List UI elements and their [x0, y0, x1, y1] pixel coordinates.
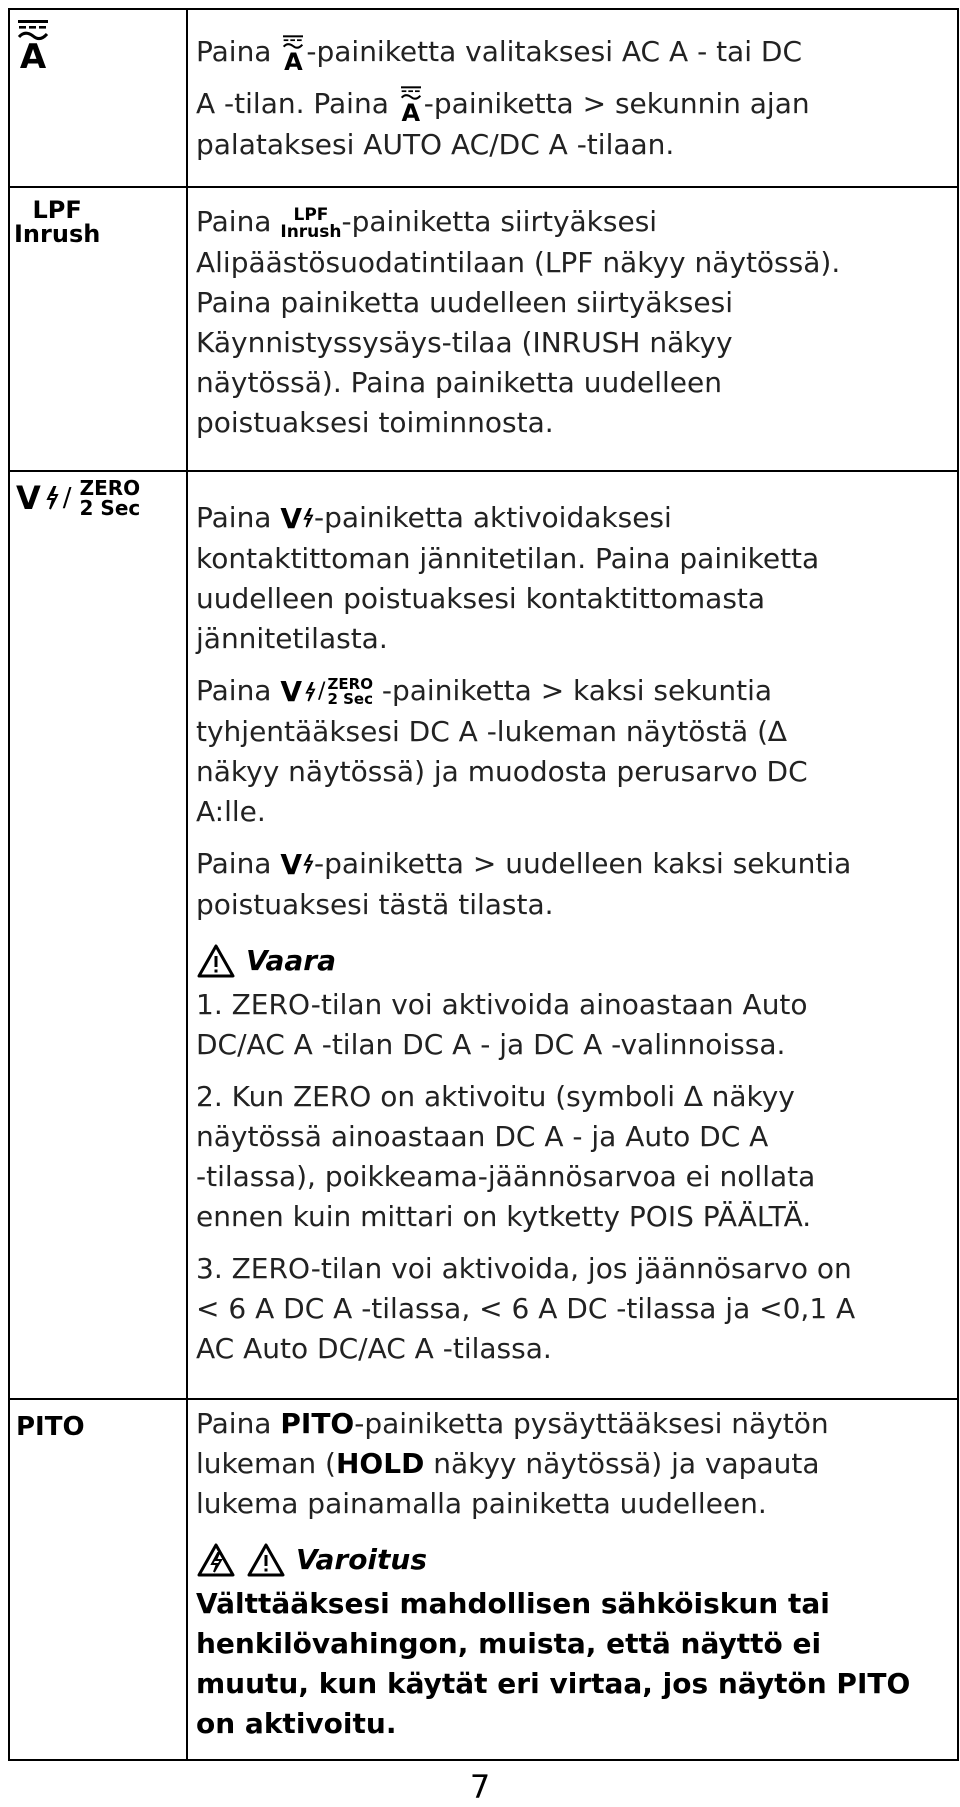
lpf-key-top: LPF: [32, 196, 82, 224]
acdc-line2-after: -painiketta > sekunnin ajan: [423, 86, 810, 120]
voltage-key-letter: V: [16, 479, 41, 517]
lpf-description: [196, 202, 949, 443]
lightning-icon: [45, 486, 59, 510]
note-3-line-1: 3. ZERO-tilan voi aktivoida, jos jäännösarvo on: [196, 1252, 852, 1285]
acdc-line1-after: -painiketta valitaksesi AC A - tai DC: [306, 35, 802, 68]
zero-p3-before: Paina: [196, 847, 281, 880]
zero-key-slash: /: [62, 483, 72, 513]
page-number: 7: [469, 1768, 491, 1806]
lpf-inline-icon: LPF Inrush: [280, 205, 342, 242]
zero-key-top: ZERO: [79, 476, 141, 500]
pito-line1-after: -painiketta pysäyttääksesi näytön: [354, 1407, 829, 1440]
lpf-line1-before: Paina: [196, 205, 281, 238]
lpf-key: [14, 198, 190, 246]
lpf-line1-after: -painiketta siirtyäksesi: [341, 205, 658, 238]
warning-triangle-icon: [196, 943, 236, 979]
danger-warning-heading: [196, 937, 949, 985]
pito-description: [196, 1404, 949, 1744]
lpf-line-5: näytössä). Paina painiketta uudelleen: [196, 366, 722, 399]
zero-p2-line-1: [196, 671, 949, 712]
pito-warning-line-4: on aktivoitu.: [196, 1707, 397, 1740]
zero-key-bottom: 2 Sec: [79, 496, 141, 520]
zero-p3-line-2: poistuaksesi tästä tilasta.: [196, 888, 554, 921]
lpf-line-2: Alipäästösuodatintilaan (LPF näkyy näytössä).: [196, 246, 841, 279]
acdc-line-1: [196, 32, 949, 74]
shock-hazard-icon: [196, 1542, 236, 1578]
zero-p1-line-2: kontaktittoman jännitetilan. Paina painiketta: [196, 542, 820, 575]
lpf-line-4: Käynnistyssysäys-tilaa (INRUSH näkyy: [196, 326, 733, 359]
acdc-key-symbol: [16, 18, 192, 77]
voltage-zero-inline-icon: V / ZERO 2 Sec: [280, 675, 373, 708]
acdc-line2-before: A -tilan. Paina: [196, 86, 398, 120]
note-2-line-4: ennen kuin mittari on kytketty POIS PÄÄLTÄ.: [196, 1200, 812, 1233]
pito-line-3: lukema painamalla painiketta uudelleen.: [196, 1487, 767, 1520]
note-2-line-3: -tilassa), poikkeama-jäännösarvoa ei nollata: [196, 1160, 816, 1193]
note-1-line-1: 1. ZERO-tilan voi aktivoida ainoastaan Auto: [196, 988, 808, 1021]
pito-inline-key: PITO: [280, 1407, 355, 1440]
acdc-key-letter: A: [19, 37, 47, 77]
note-1-line-2: DC/AC A -tilan DC A - ja DC A -valinnoissa.: [196, 1028, 786, 1061]
note-3-line-2: < 6 A DC A -tilassa, < 6 A DC -tilassa ja <0,1 A: [196, 1292, 856, 1325]
pito-warning-line-3: muutu, kun käytät eri virtaa, jos näytön PITO: [196, 1667, 911, 1700]
zero-p2-line-4: A:lle.: [196, 795, 266, 828]
voltage-inline-icon: V: [280, 499, 314, 539]
warning-triangle-icon: [246, 1542, 286, 1578]
zero-p3-line-1: [196, 844, 949, 885]
zero-p1-line-4: jännitetilasta.: [196, 622, 388, 655]
acdc-line-2: [196, 84, 949, 126]
zero-p1-before: Paina: [196, 501, 281, 534]
pito-line2-before: lukeman (: [196, 1447, 336, 1480]
note-2-line-1: 2. Kun ZERO on aktivoitu (symboli ∆ näkyy: [196, 1080, 795, 1113]
lpf-line-1: [196, 202, 949, 243]
note-3-line-3: AC Auto DC/AC A -tilassa.: [196, 1332, 552, 1365]
lpf-line-6: poistuaksesi toiminnosta.: [196, 406, 554, 439]
pito-line-1: [196, 1404, 949, 1444]
pito-line2-after: näkyy näytössä) ja vapauta: [424, 1447, 820, 1480]
row-divider: [10, 470, 957, 472]
lpf-line-3: Paina painiketta uudelleen siirtyäksesi: [196, 286, 733, 319]
acdc-description: [196, 32, 949, 165]
column-divider: [186, 10, 188, 1759]
pito-line1-before: Paina: [196, 1407, 281, 1440]
pito-line-2: [196, 1444, 949, 1484]
zero-p1-after: -painiketta aktivoidaksesi: [314, 501, 672, 534]
acdc-symbol-icon: [16, 18, 50, 77]
pito-warning-line-2: henkilövahingon, muista, että näyttö ei: [196, 1627, 822, 1660]
acdc-line1-before: Paina: [196, 35, 281, 68]
warning-title: Varoitus: [296, 1543, 428, 1576]
acdc-line-3: palataksesi AUTO AC/DC A -tilaan.: [196, 128, 675, 161]
row-divider: [10, 186, 957, 188]
zero-description: [196, 498, 949, 1369]
zero-p2-line-3: näkyy näytössä) ja muodosta perusarvo DC: [196, 755, 808, 788]
hold-label: HOLD: [335, 1447, 425, 1480]
zero-p1-line-3: uudelleen poistuaksesi kontaktittomasta: [196, 582, 766, 615]
row-divider: [10, 1398, 957, 1400]
function-table: [8, 8, 959, 1761]
zero-p1-line-1: [196, 498, 949, 539]
voltage-inline-icon-2: V: [280, 845, 314, 885]
pito-key: PITO: [16, 1412, 85, 1442]
zero-p2-line-2: tyhjentääksesi DC A -lukeman näytöstä (∆: [196, 715, 787, 748]
zero-p2-after: -painiketta > kaksi sekuntia: [373, 674, 772, 707]
zero-p2-before: Paina: [196, 674, 281, 707]
zero-p3-after: -painiketta > uudelleen kaksi sekuntia: [314, 847, 852, 880]
lpf-key-bottom: Inrush: [14, 220, 101, 248]
zero-key: [16, 478, 192, 518]
lpf-inrush-icon: [14, 198, 100, 246]
pito-warning-line-1: Välttääksesi mahdollisen sähköiskun tai: [196, 1587, 830, 1620]
electric-warning-heading: [196, 1536, 949, 1584]
note-2-line-2: näytössä ainoastaan DC A - ja Auto DC A: [196, 1120, 769, 1153]
danger-title: Vaara: [246, 944, 336, 977]
acdc-inline-icon: A: [280, 33, 306, 74]
acdc-inline-icon-2: A: [398, 84, 424, 125]
